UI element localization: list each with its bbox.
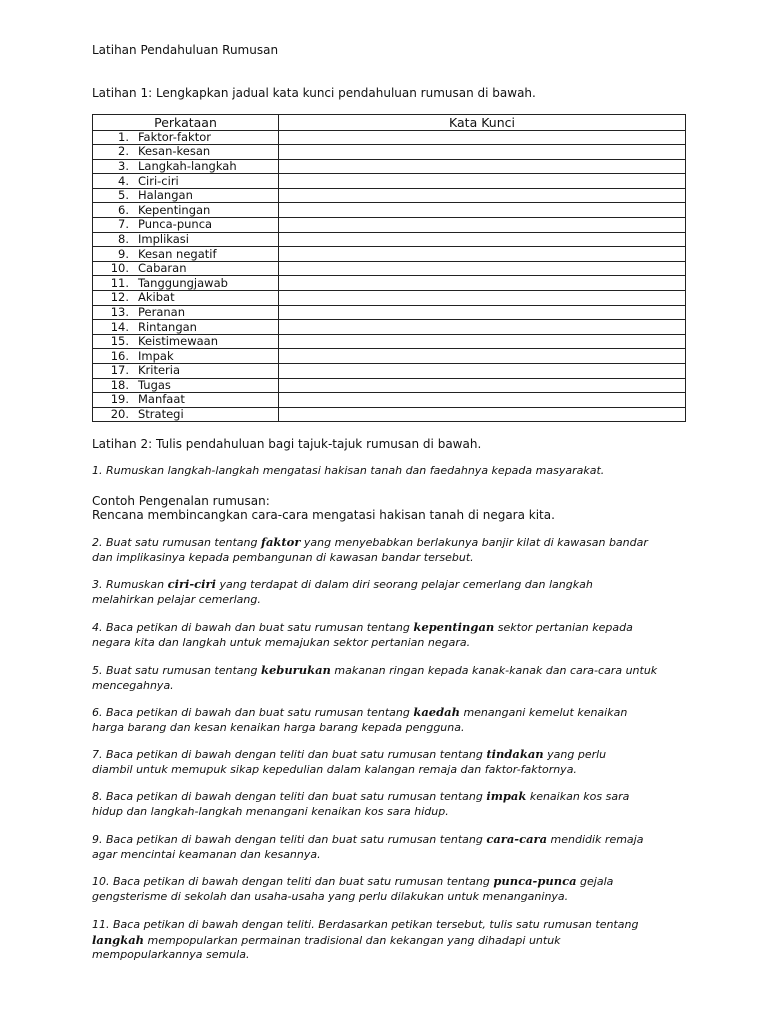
row-word: Implikasi	[138, 231, 189, 246]
table-row	[93, 174, 686, 189]
row-number: 3.	[118, 158, 129, 173]
kata-kunci-cell[interactable]	[279, 276, 686, 291]
question-line2: gengsterisme di sekolah dan usaha-usaha yang perlu dilakukan untuk menanganinya.	[92, 889, 569, 903]
question-text: 10. Baca petikan di bawah dengan teliti dan buat satu rumusan tentang	[92, 875, 494, 888]
kata-kunci-cell[interactable]	[279, 247, 686, 262]
question-keyword: cara-cara	[486, 832, 548, 846]
table-row	[93, 159, 686, 174]
question-keyword: impak	[486, 789, 527, 803]
row-word: Peranan	[138, 304, 185, 319]
question-text-after: kenaikan kos sara	[526, 790, 630, 803]
perkataan-cell	[93, 407, 279, 422]
question-line2: diambil untuk memupuk sikap kepedulian dalam kalangan remaja dan faktor-faktornya.	[92, 762, 577, 776]
kata-kunci-cell[interactable]	[279, 305, 686, 320]
question-text-after: makanan ringan kepada kanak-kanak dan cara-cara untuk	[330, 664, 658, 677]
question-line2: melahirkan pelajar cemerlang.	[92, 592, 261, 606]
question-11-line2-text: mempopularkan permainan tradisional dan kekangan yang dihadapi untuk	[144, 933, 561, 947]
question-keyword: tindakan	[486, 747, 544, 761]
keyword-table	[92, 114, 686, 422]
row-word: Keistimewaan	[138, 334, 219, 349]
example-label: Contoh Pengenalan rumusan:	[92, 494, 270, 508]
row-word: Tugas	[138, 377, 171, 392]
perkataan-cell	[93, 305, 279, 320]
question-5	[92, 663, 657, 693]
row-number: 7.	[118, 217, 129, 232]
table-row	[93, 349, 686, 364]
perkataan-cell	[93, 145, 279, 160]
perkataan-cell	[93, 247, 279, 262]
perkataan-cell	[93, 393, 279, 408]
row-word: Langkah-langkah	[138, 158, 237, 173]
question-keyword: kaedah	[413, 705, 460, 719]
table-row	[93, 145, 686, 160]
perkataan-cell	[93, 203, 279, 218]
table-row	[93, 305, 686, 320]
question-7	[92, 747, 606, 777]
table-row	[93, 393, 686, 408]
row-number: 17.	[110, 363, 129, 378]
question-line1	[92, 577, 593, 593]
row-word: Kesan negatif	[138, 246, 217, 261]
question-11-line3: mempopularkannya semula.	[92, 948, 250, 961]
kata-kunci-cell[interactable]	[279, 320, 686, 335]
question-line1	[92, 747, 606, 763]
perkataan-cell	[93, 174, 279, 189]
perkataan-cell	[93, 261, 279, 276]
kata-kunci-cell[interactable]	[279, 130, 686, 145]
row-number: 13.	[110, 304, 129, 319]
table-row	[93, 320, 686, 335]
question-line2: mencegahnya.	[92, 678, 174, 692]
row-word: Strategi	[138, 407, 184, 422]
question-line1	[92, 705, 627, 721]
kata-kunci-cell[interactable]	[279, 174, 686, 189]
row-number: 10.	[110, 261, 129, 276]
question-keyword: keburukan	[261, 663, 331, 677]
question-text-after: yang perlu	[543, 748, 607, 761]
perkataan-cell	[93, 364, 279, 379]
row-number: 20.	[110, 407, 129, 422]
row-number: 2.	[118, 144, 129, 159]
row-number: 1.	[118, 129, 129, 144]
question-line2: hidup dan langkah-langkah menangani kenaikan kos sara hidup.	[92, 804, 449, 818]
question-text: 5. Buat satu rumusan tentang	[92, 664, 261, 677]
kata-kunci-cell[interactable]	[279, 232, 686, 247]
kata-kunci-cell[interactable]	[279, 364, 686, 379]
question-text-after: yang menyebabkan berlakunya banjir kilat di kawasan bandar	[300, 536, 648, 549]
row-number: 16.	[110, 348, 129, 363]
question-line1	[92, 535, 648, 551]
question-line2: harga barang dan kesan kenaikan harga barang kepada pengguna.	[92, 720, 465, 734]
row-word: Impak	[138, 348, 174, 363]
exercise2-instruction: Latihan 2: Tulis pendahuluan bagi tajuk-tajuk rumusan di bawah.	[92, 437, 482, 451]
question-text: 4. Baca petikan di bawah dan buat satu rumusan tentang	[92, 621, 414, 634]
row-word: Akibat	[138, 290, 175, 305]
question-text-after: yang terdapat di dalam diri seorang pelajar cemerlang dan langkah	[215, 578, 593, 591]
question-text: 8. Baca petikan di bawah dengan teliti dan buat satu rumusan tentang	[92, 790, 487, 803]
row-word: Kriteria	[138, 363, 181, 378]
question-text-after: sektor pertanian kepada	[494, 621, 633, 634]
kata-kunci-cell[interactable]	[279, 203, 686, 218]
table-row	[93, 247, 686, 262]
perkataan-cell	[93, 320, 279, 335]
table-row	[93, 203, 686, 218]
question-11-line2	[92, 933, 638, 949]
row-number: 14.	[110, 319, 129, 334]
row-number: 6.	[118, 202, 129, 217]
row-word: Tanggungjawab	[138, 275, 228, 290]
row-word: Ciri-ciri	[138, 173, 179, 188]
header-kata-kunci: Kata Kunci	[279, 115, 686, 131]
table-row	[93, 261, 686, 276]
question-line1	[92, 789, 629, 805]
kata-kunci-cell[interactable]	[279, 349, 686, 364]
row-number: 18.	[110, 377, 129, 392]
question-line1	[92, 832, 643, 848]
row-word: Punca-punca	[138, 217, 213, 232]
table-row	[93, 188, 686, 203]
row-word: Rintangan	[138, 319, 197, 334]
row-number: 8.	[118, 231, 129, 246]
question-line1	[92, 620, 633, 636]
question-text: 7. Baca petikan di bawah dengan teliti dan buat satu rumusan tentang	[92, 748, 487, 761]
question-2	[92, 535, 648, 565]
row-number: 15.	[110, 334, 129, 349]
example-text: Rencana membincangkan cara-cara mengatasi hakisan tanah di negara kita.	[92, 508, 555, 522]
question-text: 6. Baca petikan di bawah dan buat satu rumusan tentang	[92, 706, 414, 719]
table-row	[93, 407, 686, 422]
question-line1	[92, 663, 657, 679]
table-row	[93, 364, 686, 379]
row-word: Halangan	[138, 188, 193, 203]
question-text-after: menangani kemelut kenaikan	[459, 706, 628, 719]
question-9	[92, 832, 643, 862]
perkataan-cell	[93, 291, 279, 306]
table-row	[93, 334, 686, 349]
perkataan-cell	[93, 218, 279, 233]
table-row	[93, 218, 686, 233]
table-row	[93, 232, 686, 247]
perkataan-cell	[93, 159, 279, 174]
row-word: Cabaran	[138, 261, 187, 276]
question-1: 1. Rumuskan langkah-langkah mengatasi hakisan tanah dan faedahnya kepada masyarakat.	[92, 464, 605, 477]
question-text: 2. Buat satu rumusan tentang	[92, 536, 261, 549]
document-title: Latihan Pendahuluan Rumusan	[92, 43, 279, 57]
table-row	[93, 130, 686, 145]
kata-kunci-cell[interactable]	[279, 378, 686, 393]
kata-kunci-cell[interactable]	[279, 188, 686, 203]
table-header-row	[93, 115, 686, 131]
row-word: Kepentingan	[138, 202, 211, 217]
perkataan-cell	[93, 276, 279, 291]
row-word: Manfaat	[138, 392, 185, 407]
kata-kunci-cell[interactable]	[279, 159, 686, 174]
question-text-after: mendidik remaja	[547, 833, 644, 846]
question-line2: dan implikasinya kepada pembangunan di kawasan bandar tersebut.	[92, 550, 474, 564]
question-4	[92, 620, 633, 650]
question-keyword: faktor	[261, 535, 301, 549]
table-row	[93, 291, 686, 306]
question-6	[92, 705, 627, 735]
question-line2: negara kita dan langkah untuk memajukan sektor pertanian negara.	[92, 635, 471, 649]
question-keyword: kepentingan	[413, 620, 495, 634]
question-text: 3. Rumuskan	[92, 578, 168, 591]
question-3	[92, 577, 593, 607]
question-line2: agar mencintai keamanan dan kesannya.	[92, 847, 321, 861]
question-8	[92, 789, 629, 819]
perkataan-cell	[93, 334, 279, 349]
row-number: 9.	[118, 246, 129, 261]
kata-kunci-cell[interactable]	[279, 261, 686, 276]
kata-kunci-cell[interactable]	[279, 393, 686, 408]
kata-kunci-cell[interactable]	[279, 407, 686, 422]
table-row	[93, 378, 686, 393]
kata-kunci-cell[interactable]	[279, 291, 686, 306]
row-word: Kesan-kesan	[138, 144, 211, 159]
row-word: Faktor-faktor	[138, 129, 211, 144]
question-keyword: ciri-ciri	[167, 577, 216, 591]
perkataan-cell	[93, 188, 279, 203]
table-row	[93, 276, 686, 291]
kata-kunci-cell[interactable]	[279, 218, 686, 233]
row-number: 12.	[110, 290, 129, 305]
question-keyword: punca-punca	[493, 874, 577, 888]
row-number: 5.	[118, 188, 129, 203]
question-11	[92, 918, 638, 963]
question-11-keyword: langkah	[92, 932, 145, 947]
exercise1-instruction: Latihan 1: Lengkapkan jadual kata kunci pendahuluan rumusan di bawah.	[92, 86, 536, 100]
perkataan-cell	[93, 349, 279, 364]
question-line1	[92, 874, 613, 890]
row-number: 11.	[110, 275, 129, 290]
perkataan-cell	[93, 378, 279, 393]
header-perkataan: Perkataan	[93, 115, 279, 131]
question-11-line1: 11. Baca petikan di bawah dengan teliti. Berdasarkan petikan tersebut, tulis satu rumusan tentang	[92, 918, 639, 931]
perkataan-cell	[93, 232, 279, 247]
row-number: 4.	[118, 173, 129, 188]
question-text: 9. Baca petikan di bawah dengan teliti dan buat satu rumusan tentang	[92, 833, 487, 846]
question-text-after: gejala	[576, 875, 614, 888]
kata-kunci-cell[interactable]	[279, 145, 686, 160]
kata-kunci-cell[interactable]	[279, 334, 686, 349]
question-10	[92, 874, 613, 904]
row-number: 19.	[110, 392, 129, 407]
perkataan-cell	[93, 130, 279, 145]
